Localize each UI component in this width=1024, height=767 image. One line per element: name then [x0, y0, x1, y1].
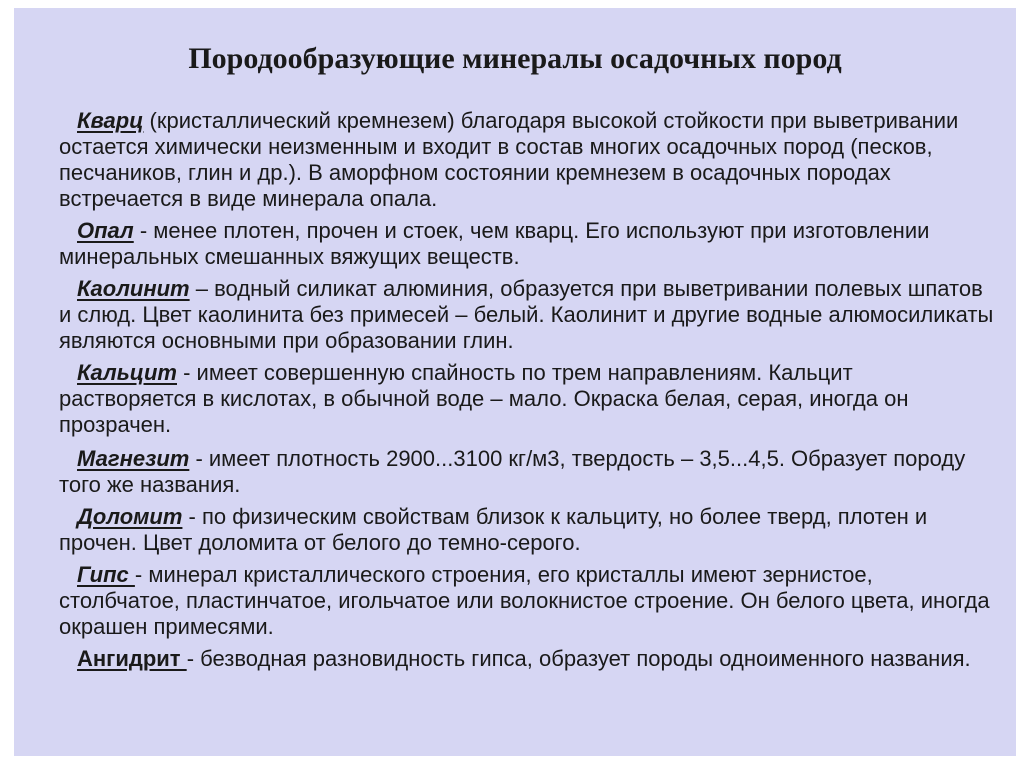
paragraph-gypsum	[59, 562, 994, 640]
description-magnesite: - имеет плотность 2900...3100 кг/м3, твердость – 3,5...4,5. Образует породу того же названия.	[59, 446, 966, 497]
term-gypsum: Гипс	[77, 562, 135, 587]
paragraph-kaolinite	[59, 276, 994, 354]
term-opal: Опал	[77, 218, 134, 243]
term-calcite: Кальцит	[77, 360, 177, 385]
slide	[14, 8, 1016, 756]
description-kaolinite: – водный силикат алюминия, образуется при выветривании полевых шпатов и слюд. Цвет каолинита без примесей – белый. Каолинит и другие водные алюмосиликаты являются основными при образовании глин.	[59, 276, 994, 353]
paragraph-opal	[59, 218, 994, 270]
description-gypsum: - минерал кристаллического строения, его кристаллы имеют зернистое, столбчатое, пластинчатое, игольчатое или волокнистое строение. Он белого цвета, иногда окрашен примесями.	[59, 562, 990, 639]
term-kaolinite: Каолинит	[77, 276, 190, 301]
slide-title: Породообразующие минералы осадочных пород	[188, 42, 842, 75]
description-calcite: - имеет совершенную спайность по трем направлениям. Кальцит растворяется в кислотах, в обычной воде – мало. Окраска белая, серая, иногда он прозрачен.	[59, 360, 909, 437]
term-anhydrite: Ангидрит	[77, 646, 187, 671]
slide-body	[59, 108, 994, 678]
term-quartz: Кварц	[77, 108, 144, 133]
description-opal: - менее плотен, прочен и стоек, чем кварц. Его используют при изготовлении минеральных смешанных вяжущих веществ.	[59, 218, 930, 269]
paragraph-anhydrite	[59, 646, 994, 672]
paragraph-magnesite	[59, 446, 994, 498]
description-quartz: (кристаллический кремнезем) благодаря высокой стойкости при выветривании остается химически неизменным и входит в состав многих осадочных пород (песков, песчаников, глин и др.). В аморфном состоянии кремнезем в осадочных породах встречается в виде минерала опала.	[59, 108, 959, 211]
term-dolomite: Доломит	[77, 504, 183, 529]
description-dolomite: - по физическим свойствам близок к кальциту, но более тверд, плотен и прочен. Цвет доломита от белого до темно-серого.	[59, 504, 928, 555]
description-anhydrite: - безводная разновидность гипса, образует породы одноименного названия.	[186, 646, 971, 671]
paragraph-dolomite	[59, 504, 994, 556]
paragraph-quartz	[59, 108, 994, 212]
term-magnesite: Магнезит	[77, 446, 190, 471]
paragraph-calcite	[59, 360, 994, 438]
